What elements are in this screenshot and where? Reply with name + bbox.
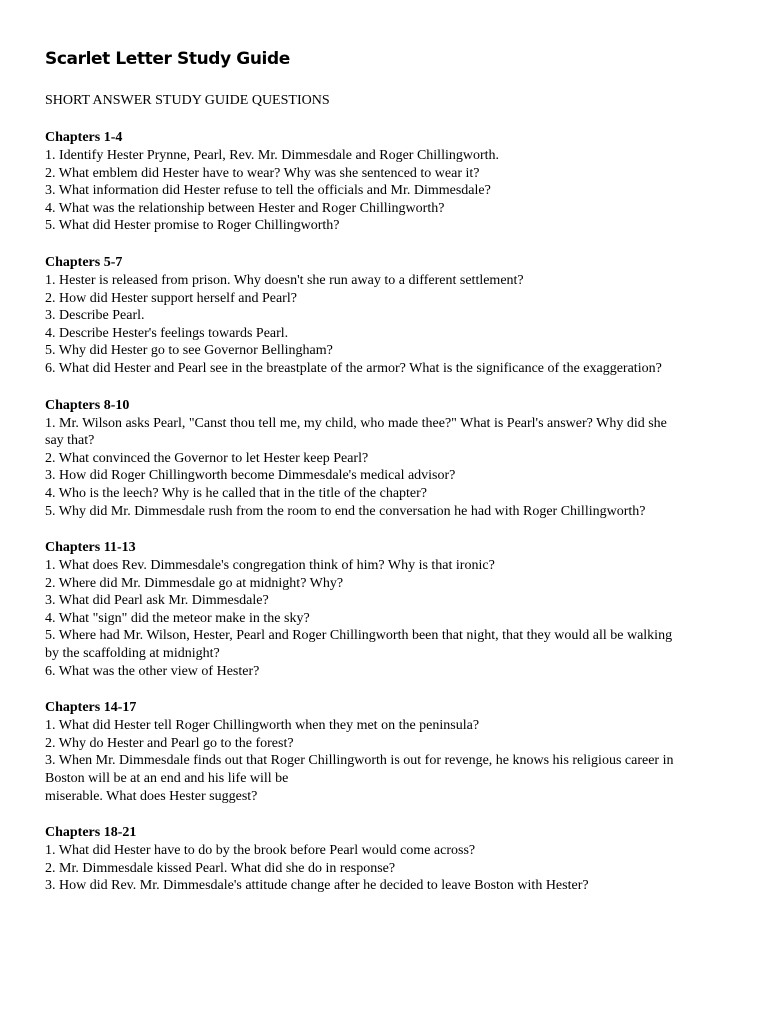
section-heading: Chapters 11-13 [45, 540, 136, 556]
document-subtitle: SHORT ANSWER STUDY GUIDE QUESTIONS [45, 93, 330, 108]
question-item: 1. What does Rev. Dimmesdale's congregation think of him? Why is that ironic? [45, 558, 495, 574]
question-item: 2. How did Hester support herself and Pearl? [45, 290, 297, 306]
question-item: 4. What was the relationship between Hester and Roger Chillingworth? [45, 200, 445, 216]
question-item: 2. Where did Mr. Dimmesdale go at midnight? Why? [45, 575, 344, 591]
section-heading: Chapters 1-4 [45, 130, 123, 145]
question-item: 6. What was the other view of Hester? [45, 663, 260, 679]
question-item: 2. Mr. Dimmesdale kissed Pearl. What did she do in response? [45, 860, 396, 876]
section-chapters-8-10 [45, 397, 728, 521]
section-heading: Chapters 14-17 [45, 700, 137, 716]
section-chapters-5-7 [45, 254, 728, 378]
question-item: 4. Describe Hester's feelings towards Pearl. [45, 325, 289, 341]
question-item: 5. Why did Hester go to see Governor Bellingham? [45, 343, 333, 359]
question-item: 1. Identify Hester Prynne, Pearl, Rev. Mr. Dimmesdale and Roger Chillingworth. [45, 148, 500, 163]
question-item: 2. What emblem did Hester have to wear? Why was she sentenced to wear it? [45, 165, 480, 181]
question-item: 1. What did Hester have to do by the brook before Pearl would come across? [45, 843, 476, 859]
question-item: 2. What convinced the Governor to let Hester keep Pearl? [45, 450, 369, 466]
question-item: 3. When Mr. Dimmesdale finds out that Roger Chillingworth is out for revenge, he knows his religious career in Boston will be at an end and his life will be miserable. What does Hester suggest? [45, 753, 674, 804]
section-chapters-1-4 [45, 129, 728, 235]
question-item: 3. How did Rev. Mr. Dimmesdale's attitude change after he decided to leave Boston with Hester? [45, 878, 589, 894]
question-item: 6. What did Hester and Pearl see in the breastplate of the armor? What is the significance of the exaggeration? [45, 360, 662, 376]
question-item: 3. Describe Pearl. [45, 308, 145, 324]
section-chapters-18-21 [45, 824, 728, 895]
question-item: 5. Where had Mr. Wilson, Hester, Pearl and Roger Chillingworth been that night, that they would all be walking by the scaffolding at midnight? [45, 628, 673, 662]
section-heading: Chapters 8-10 [45, 397, 130, 413]
question-item: 3. What did Pearl ask Mr. Dimmesdale? [45, 593, 269, 609]
section-heading: Chapters 18-21 [45, 825, 137, 841]
section-chapters-11-13 [45, 539, 728, 680]
section-chapters-14-17 [45, 699, 728, 805]
question-item: 3. What information did Hester refuse to tell the officials and Mr. Dimmesdale? [45, 183, 491, 199]
question-item: 5. What did Hester promise to Roger Chillingworth? [45, 218, 340, 234]
document-title: Scarlet Letter Study Guide [45, 49, 290, 69]
question-item: 3. How did Roger Chillingworth become Dimmesdale's medical advisor? [45, 468, 456, 484]
question-item: 4. Who is the leech? Why is he called that in the title of the chapter? [45, 485, 428, 501]
question-item: 5. Why did Mr. Dimmesdale rush from the room to end the conversation he had with Roger Chillingworth? [45, 503, 646, 519]
question-item: 2. Why do Hester and Pearl go to the forest? [45, 735, 294, 751]
question-item: 4. What "sign" did the meteor make in the sky? [45, 610, 310, 626]
question-item: 1. What did Hester tell Roger Chillingworth when they met on the peninsula? [45, 718, 480, 734]
question-item: 1. Hester is released from prison. Why doesn't she run away to a different settlement? [45, 272, 524, 288]
question-item: 1. Mr. Wilson asks Pearl, "Canst thou tell me, my child, who made thee?" What is Pearl's answer? Why did she say that? [45, 415, 667, 449]
section-heading: Chapters 5-7 [45, 254, 123, 270]
